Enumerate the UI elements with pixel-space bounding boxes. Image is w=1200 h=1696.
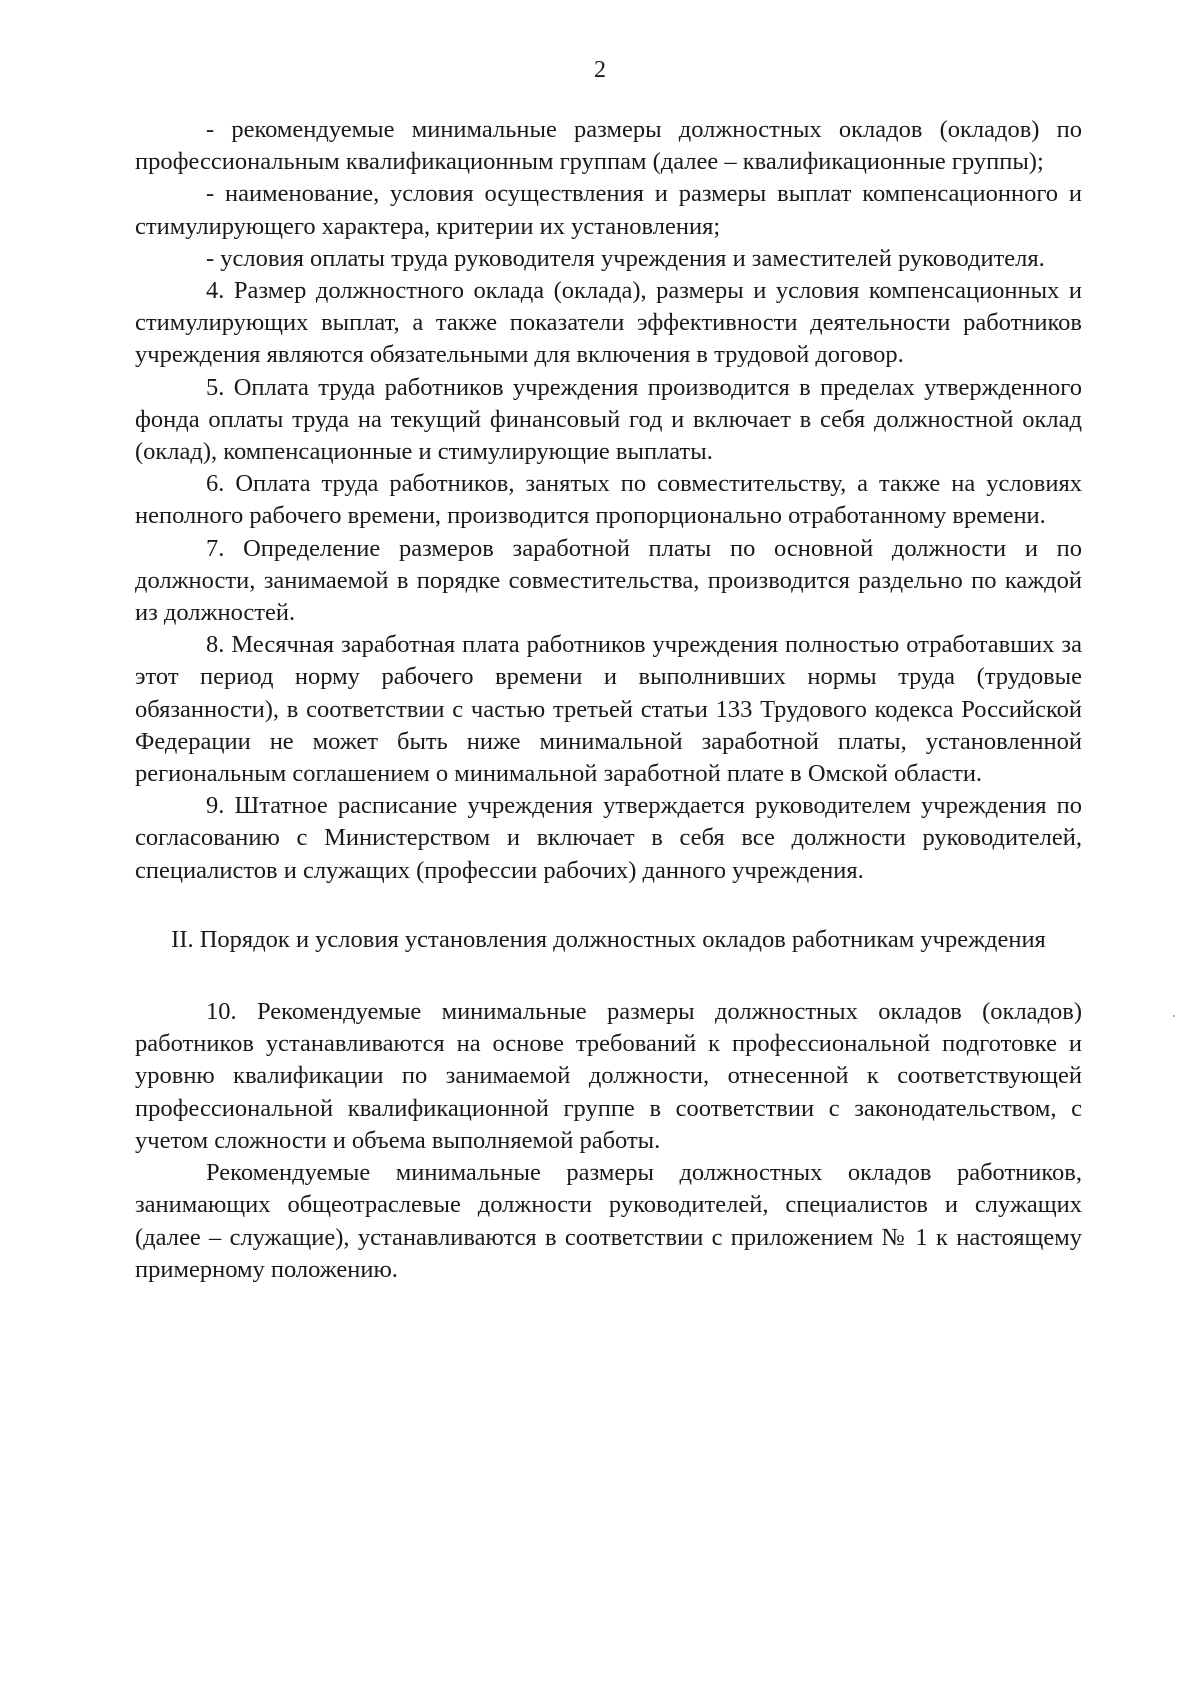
- paragraph-7: 7. Определение размеров заработной платы по основной должности и по должности, занимаемой в порядке совместительства, производится раздельно по каждой из должностей.: [135, 534, 1082, 627]
- section-heading: II. Порядок и условия установления должностных окладов работникам учреждения: [171, 925, 1046, 953]
- paragraph-4: 4. Размер должностного оклада (оклада), размеры и условия компенсационных и стимулирующих выплат, а также показатели эффективности деятельности работников учреждения являются обязательными для включения в трудовой договор.: [135, 277, 1082, 369]
- paragraph-list-item-management-pay: - условия оплаты труда руководителя учреждения и заместителей руководителя.: [206, 244, 1045, 272]
- paragraph-9: 9. Штатное расписание учреждения утверждается руководителем учреждения по согласованию с Министерством и включает в себя все должности руководителей, специалистов и служащих (профессии рабочих) данного учреждения.: [135, 792, 1082, 884]
- document-body: [135, 114, 1082, 1286]
- page-number: 2: [594, 57, 606, 83]
- scan-artifact-dot: [1173, 1015, 1175, 1017]
- paragraph-10-continued: Рекомендуемые минимальные размеры должностных окладов работников, занимающих общеотраслевые должности руководителей, специалистов и служащих (далее – служащие), устанавливаются в соответствии с приложением № 1 к настоящему примерному положению.: [135, 1159, 1082, 1283]
- paragraph-list-item-payments: - наименование, условия осуществления и размеры выплат компенсационного и стимулирующего характера, критерии их установления;: [135, 180, 1082, 240]
- paragraph-list-item-salaries: - рекомендуемые минимальные размеры должностных окладов (окладов) по профессиональным квалификационным группам (далее – квалификационные группы);: [135, 116, 1082, 176]
- paragraph-8: 8. Месячная заработная плата работников учреждения полностью отработавших за этот период норму рабочего времени и выполнивших нормы труда (трудовые обязанности), в соответствии с частью третьей статьи 133 Трудового кодекса Российской Федерации не может быть ниже минимальной заработной платы, установленной региональным соглашением о минимальной заработной плате в Омской области.: [135, 631, 1082, 788]
- paragraph-5: 5. Оплата труда работников учреждения производится в пределах утвержденного фонда оплаты труда на текущий финансовый год и включает в себя должностной оклад (оклад), компенсационные и стимулирующие выплаты.: [135, 373, 1082, 466]
- paragraph-10: 10. Рекомендуемые минимальные размеры должностных окладов (окладов) работников устанавливаются на основе требований к профессиональной подготовке и уровню квалификации по занимаемой должности, отнесенной к соответствующей профессиональной квалификационной группе в соответствии с законодательством, с учетом сложности и объема выполняемой работы.: [135, 998, 1082, 1154]
- paragraph-6: 6. Оплата труда работников, занятых по совместительству, а также на условиях неполного рабочего времени, производится пропорционально отработанному времени.: [135, 470, 1082, 530]
